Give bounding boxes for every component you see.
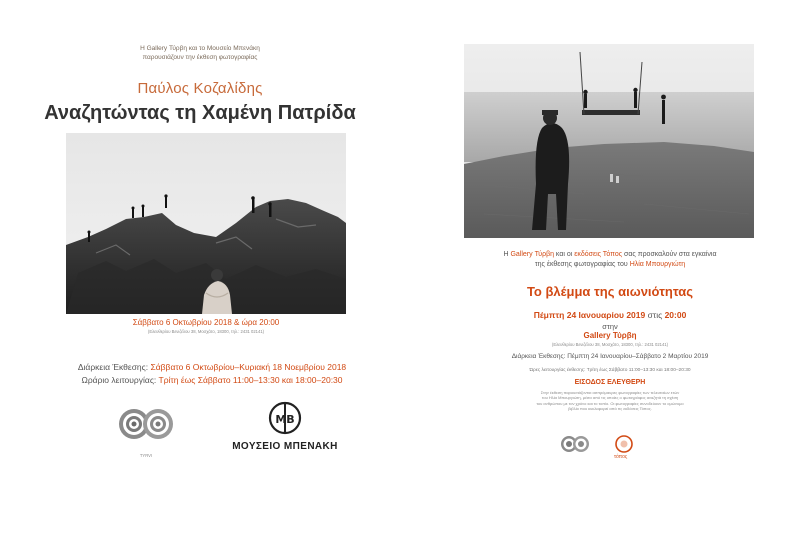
intro-text <box>60 44 340 62</box>
description-line-3: του ανθρώπου με τον χρόνο και το τοπίο. Οι φωτογραφίες συνοδεύουν το ομώνυμο <box>536 400 684 406</box>
opening-date <box>458 310 762 321</box>
invite-part-a: Η <box>503 251 511 258</box>
opening-date: Σάββατο 6 Οκτωβρίου 2018 & ώρα 20:00 <box>132 318 280 327</box>
intro-line-2: παρουσιάζουν την έκθεση φωτογραφίας <box>142 54 258 61</box>
museum-name: ΜΟΥΣΕΙΟ ΜΠΕΝΑΚΗ <box>232 441 338 452</box>
invite-publisher: εκδόσεις Τόπος <box>574 251 623 258</box>
opening-time: 20:00 <box>664 310 687 320</box>
invite-line-2 <box>458 260 762 270</box>
intro-line-1: Η Gallery Τύρβη και το Μουσείο Μπενάκη <box>140 45 260 52</box>
invite-line-1 <box>458 250 762 260</box>
author-name: Παύλος Κοζαλίδης <box>137 80 263 97</box>
exhibition-duration <box>52 361 372 373</box>
invite-photographer: Ηλία Μπουργιώτη <box>629 261 686 268</box>
lake-photo-graphic <box>464 44 754 238</box>
gallery-address: (Ελευθερίου Βενιζέλου 38, Μοσχάτο, 18300, τηλ.: 2431 02141) <box>147 329 265 334</box>
gallery-spiral-icon <box>560 432 590 456</box>
topos-publisher-logo <box>614 434 664 464</box>
poster-right <box>400 0 800 533</box>
duration-value: Σάββατο 6 Οκτωβρίου–Κυριακή 18 Νοεμβρίου 2018 <box>150 362 347 372</box>
gallery-address: (Ελευθερίου Βενιζέλου 38, Μοσχάτο, 18300, τηλ.: 2431 02141) <box>551 342 669 347</box>
duration-label: Διάρκεια Έκθεσης: <box>77 362 149 372</box>
exhibition-title: Το βλέμμα της αιωνιότητας <box>526 284 694 299</box>
description-line-2: του Ηλία Μπουργιώτη, μέσα από τις οποίες ο φωτογράφος αναζητά τη σχέση <box>541 395 679 401</box>
invite-part-c: σας προσκαλούν στα εγκαίνια <box>622 251 717 258</box>
description-line-1: Στην έκθεση παρουσιάζονται ασπρόμαυρες φωτογραφίες των τελευταίων ετών <box>540 390 680 395</box>
invite-part-b: και οι <box>553 251 575 258</box>
description-line-4: βιβλίο που κυκλοφορεί από τις εκδόσεις Τόπος. <box>568 406 652 412</box>
rocks-photo-graphic <box>66 133 346 314</box>
hours-value: Τρίτη έως Σάββατο 11:00–13:30 και 18:00–20:30 <box>158 375 343 385</box>
gallery-tyrvi-logo <box>118 404 178 458</box>
venue-name: Gallery Τύρβη <box>583 331 637 340</box>
exhibition-photo-lake <box>464 44 754 238</box>
opening-hours <box>52 374 372 386</box>
gallery-tyrvi-logo <box>560 432 590 462</box>
gallery-logo-caption: TYRVI <box>139 453 153 458</box>
invitation-text <box>458 250 762 270</box>
monogram-letters: MB <box>275 413 295 426</box>
hours-label: Ωράριο λειτουργίας: <box>81 375 157 385</box>
opening-at-word: στις <box>645 310 665 320</box>
venue-preposition: στην <box>602 322 618 331</box>
invite-part-d: της έκθεσης φωτογραφίας του <box>534 261 630 268</box>
exhibition-photo-rocks <box>66 133 346 314</box>
benaki-museum-logo <box>230 400 340 460</box>
invite-gallery: Gallery Τύρβη <box>510 251 554 258</box>
gallery-spiral-icon <box>118 404 178 448</box>
opening-day: Πέμπτη 24 Ιανουαρίου 2019 <box>533 310 646 320</box>
opening-hours: Ώρες λειτουργίας έκθεσης: Τρίτη έως Σάββατο 11:00–13:30 και 18:00–20:30 <box>529 368 691 373</box>
topos-logo-icon <box>614 434 634 454</box>
free-entry: ΕΙΣΟΔΟΣ ΕΛΕΥΘΕΡΗ <box>574 379 646 386</box>
benaki-monogram-icon <box>268 400 302 436</box>
exhibition-title: Αναζητώντας τη Χαμένη Πατρίδα <box>44 102 356 124</box>
exhibition-description <box>488 390 732 412</box>
publisher-name: τόπος <box>614 454 628 460</box>
exhibition-duration: Διάρκεια Έκθεσης: Πέμπτη 24 Ιανουαρίου–Σάββατο 2 Μαρτίου 2019 <box>511 353 709 360</box>
